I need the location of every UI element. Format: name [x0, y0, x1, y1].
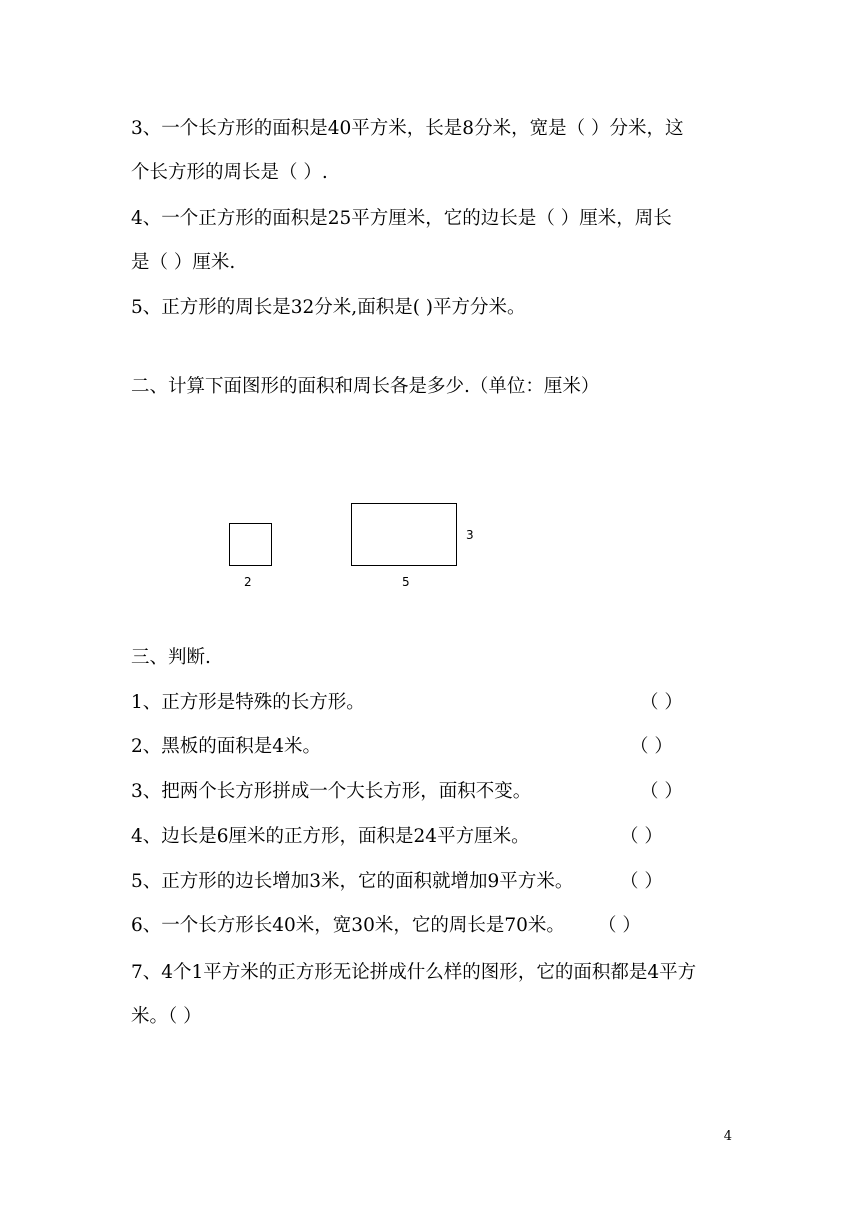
- section-3-heading: 三、判断.: [131, 647, 211, 668]
- judge-item-3-answer-bracket[interactable]: （ ）: [640, 781, 683, 802]
- judge-item-5-answer-bracket[interactable]: （ ）: [620, 871, 663, 892]
- judge-item-2-answer-bracket[interactable]: （ ）: [630, 736, 673, 757]
- question-3-line-2: 个长方形的周长是（ ）.: [131, 162, 328, 183]
- section-2-heading: 二、计算下面图形的面积和周长各是多少.（单位：厘米）: [131, 376, 600, 397]
- rectangle-height-label: 3: [466, 528, 474, 542]
- judge-item-4-answer-bracket[interactable]: （ ）: [620, 826, 663, 847]
- judge-item-5: 5、正方形的边长增加3米，它的面积就增加9平方米。: [131, 871, 574, 892]
- judge-item-6: 6、一个长方形长40米，宽30米，它的周长是70米。: [131, 915, 565, 936]
- page-number: 4: [723, 1129, 732, 1144]
- judge-item-6-answer-bracket[interactable]: （ ）: [598, 915, 641, 936]
- question-4-line-2: 是（ ）厘米.: [131, 252, 236, 273]
- question-5: 5、正方形的周长是32分米,面积是( )平方分米。: [131, 297, 526, 318]
- question-4-line-1: 4、一个正方形的面积是25平方厘米，它的边长是（ ）厘米，周长: [131, 208, 672, 229]
- rectangle-figure: [351, 503, 457, 566]
- square-figure: [229, 523, 272, 566]
- judge-item-7-line-2: 米。（ ）: [131, 1006, 202, 1027]
- question-3-line-1: 3、一个长方形的面积是40平方米，长是8分米，宽是（ ）分米，这: [131, 118, 684, 139]
- judge-item-7-line-1: 7、4个1平方米的正方形无论拼成什么样的图形，它的面积都是4平方: [131, 962, 697, 983]
- rectangle-width-label: 5: [402, 575, 410, 589]
- judge-item-2: 2、黑板的面积是4米。: [131, 736, 322, 757]
- square-side-label: 2: [244, 575, 252, 589]
- judge-item-1: 1、正方形是特殊的长方形。: [131, 692, 365, 713]
- judge-item-4: 4、边长是6厘米的正方形，面积是24平方厘米。: [131, 826, 530, 847]
- judge-item-1-answer-bracket[interactable]: （ ）: [640, 692, 683, 713]
- judge-item-3: 3、把两个长方形拼成一个大长方形，面积不变。: [131, 781, 532, 802]
